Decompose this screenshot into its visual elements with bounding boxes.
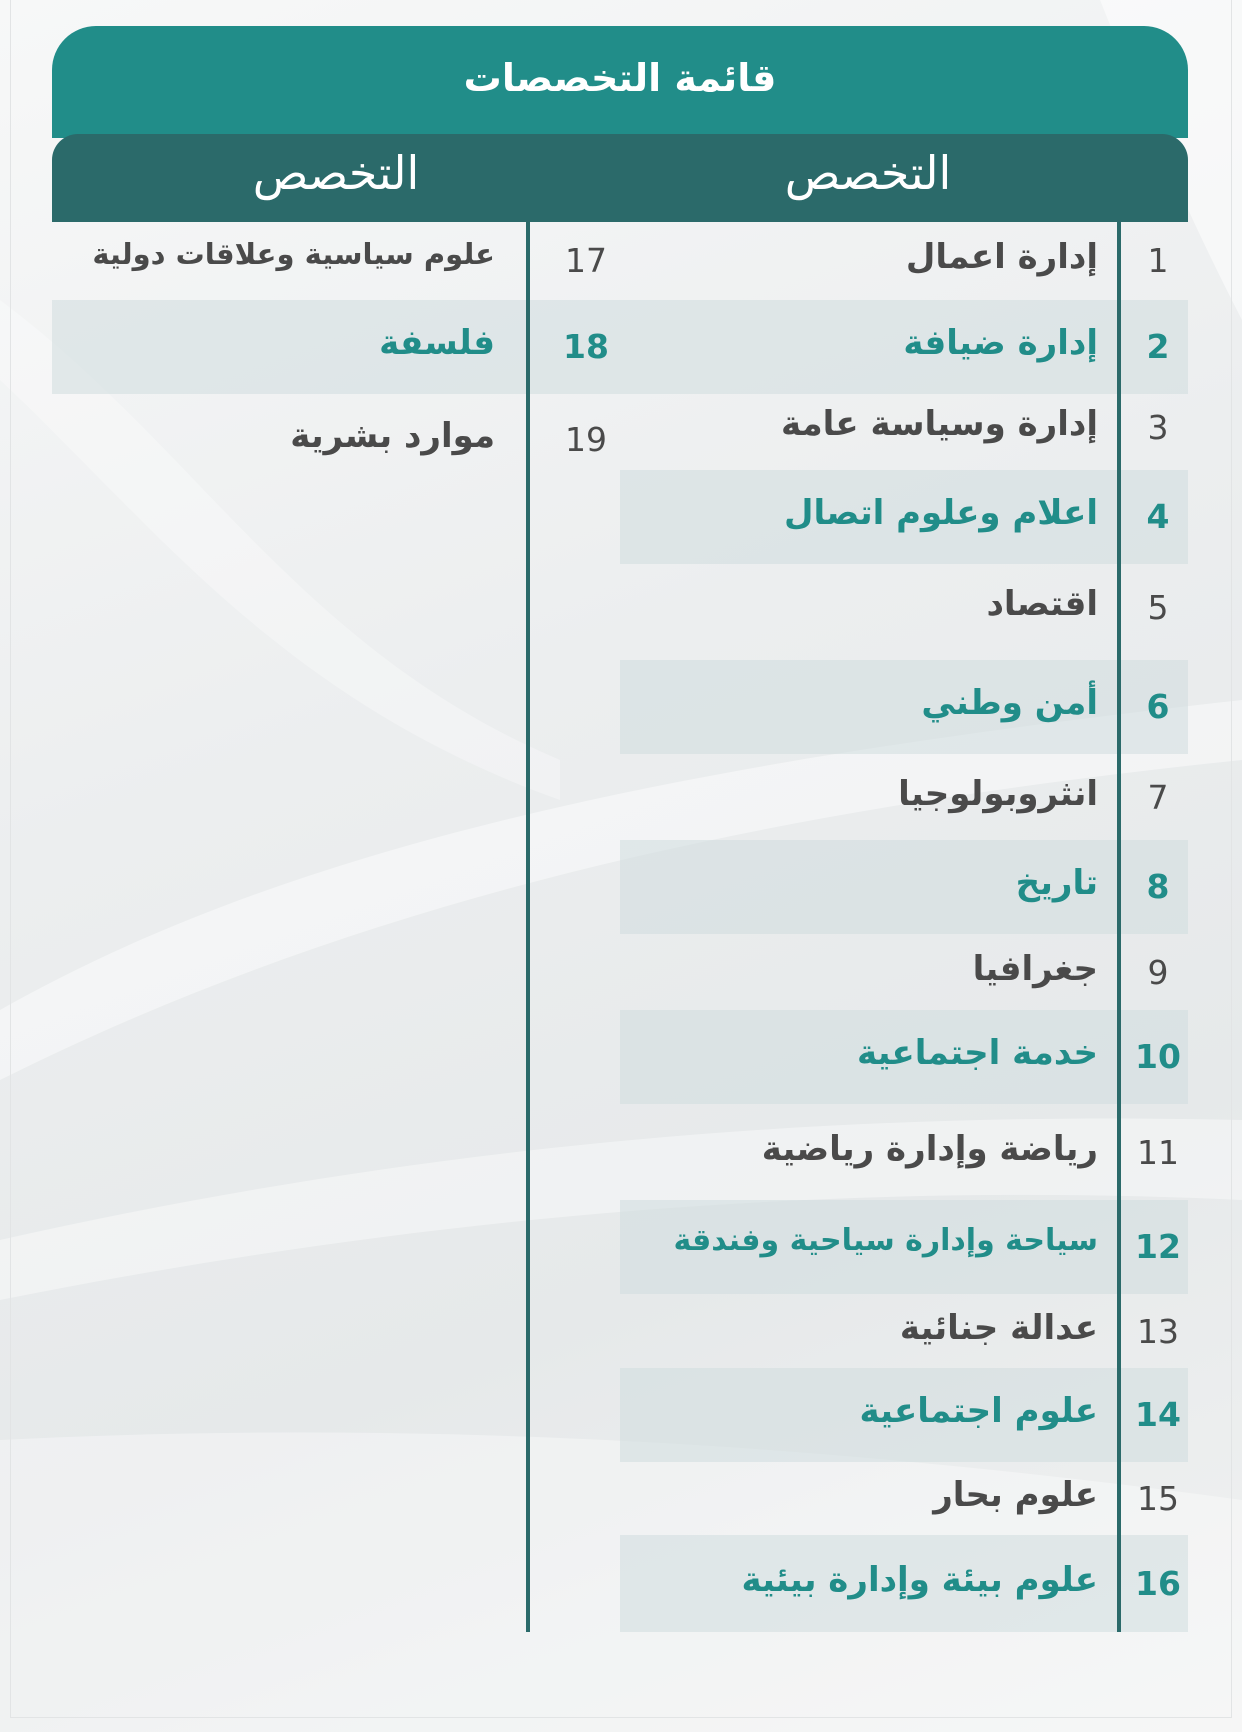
specialization-name: خدمة اجتماعية bbox=[857, 1033, 1098, 1073]
row-number: 2 bbox=[1146, 327, 1170, 366]
row-number: 8 bbox=[1146, 867, 1170, 906]
row-number: 12 bbox=[1135, 1227, 1181, 1266]
divider-left bbox=[526, 222, 530, 1632]
specialization-name: رياضة وإدارة رياضية bbox=[761, 1128, 1098, 1169]
row-number: 6 bbox=[1146, 687, 1170, 726]
specialization-name: علوم بيئة وإدارة بيئية bbox=[741, 1559, 1098, 1600]
specialization-name: اعلام وعلوم اتصال bbox=[784, 493, 1098, 533]
title-bar bbox=[52, 26, 1188, 138]
row-highlight bbox=[52, 300, 620, 394]
row-number: 4 bbox=[1146, 497, 1170, 536]
divider-right bbox=[1117, 222, 1121, 1632]
row-number: 3 bbox=[1147, 407, 1169, 447]
specialization-name: علوم سياسية وعلاقات دولية bbox=[92, 237, 495, 271]
row-number: 13 bbox=[1137, 1311, 1179, 1351]
specialization-name: تاريخ bbox=[1015, 863, 1098, 903]
row-number: 18 bbox=[563, 327, 609, 366]
specialization-name: اقتصاد bbox=[986, 583, 1098, 624]
page-title: قائمة التخصصات bbox=[463, 56, 777, 100]
row-number: 17 bbox=[565, 241, 607, 280]
column-header-right: التخصص bbox=[784, 146, 952, 200]
row-highlight bbox=[620, 840, 1188, 934]
row-number: 1 bbox=[1147, 241, 1169, 280]
specialization-name: سياحة وإدارة سياحية وفندقة bbox=[673, 1223, 1098, 1258]
row-number: 11 bbox=[1137, 1132, 1179, 1172]
row-number: 14 bbox=[1135, 1395, 1181, 1434]
row-highlight bbox=[620, 660, 1188, 754]
specialization-name: علوم بحار bbox=[933, 1474, 1098, 1515]
row-number: 10 bbox=[1135, 1037, 1181, 1076]
specialization-name: إدارة اعمال bbox=[905, 237, 1098, 277]
specialization-name: عدالة جنائية bbox=[899, 1307, 1098, 1348]
row-number: 5 bbox=[1147, 587, 1169, 627]
specialization-name: انثروبولوجيا bbox=[898, 773, 1098, 814]
specialization-name: إدارة وسياسة عامة bbox=[780, 403, 1098, 444]
specialization-name: جغرافيا bbox=[972, 948, 1098, 989]
specialization-name: فلسفة bbox=[379, 323, 495, 363]
row-number: 15 bbox=[1137, 1478, 1179, 1518]
specialization-name: موارد بشرية bbox=[290, 416, 495, 456]
specialization-name: أمن وطني bbox=[921, 683, 1098, 723]
row-number: 9 bbox=[1147, 952, 1169, 992]
column-header-left: التخصص bbox=[252, 146, 420, 200]
row-number: 19 bbox=[565, 420, 607, 459]
row-number: 7 bbox=[1147, 777, 1169, 817]
specialization-name: علوم اجتماعية bbox=[859, 1391, 1098, 1431]
row-number: 16 bbox=[1135, 1563, 1181, 1603]
specialization-name: إدارة ضيافة bbox=[903, 323, 1098, 363]
